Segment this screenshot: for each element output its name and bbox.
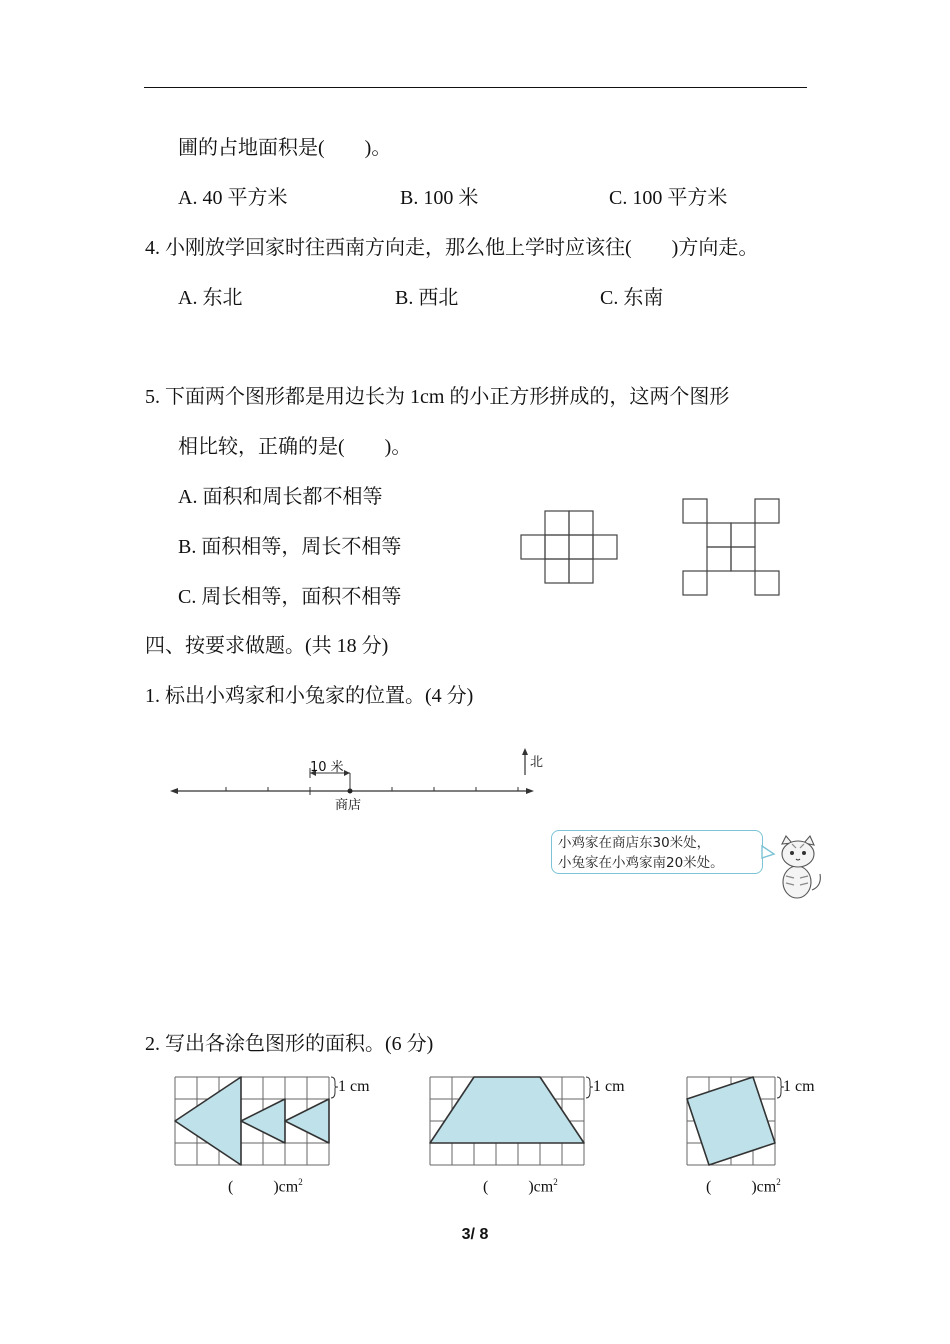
q5-question-line2: 相比较，正确的是( )。: [178, 436, 412, 458]
number-line-map: [168, 745, 558, 815]
q5-option-a: A. 面积和周长都不相等: [178, 486, 383, 508]
shop-label: 商店: [335, 798, 362, 813]
header-rule: [144, 87, 807, 88]
triangle-large: [175, 1077, 241, 1165]
unit-label-c: 1 cm: [783, 1078, 815, 1095]
q3-question-tail: 圃的占地面积是( )。: [178, 137, 392, 159]
trapezoid: [430, 1077, 584, 1143]
q4-option-a: A. 东北: [178, 287, 243, 309]
north-label: 北: [530, 755, 544, 770]
tilted-square: [687, 1077, 775, 1165]
answer-blank-a: ( )$cm^2$: [228, 1177, 303, 1196]
p1-question: 1. 标出小鸡家和小兔家的位置。(4 分): [145, 685, 474, 707]
grid-figure-triangles: [174, 1076, 334, 1168]
q5-option-c: C. 周长相等，面积不相等: [178, 586, 402, 608]
q5-figure-x-shape: [682, 498, 780, 596]
answer-blank-c: ( )$cm^2$: [706, 1177, 781, 1196]
q3-option-a: A. 40 平方米: [178, 187, 288, 209]
answer-blank-b: ( )$cm^2$: [483, 1177, 558, 1196]
q5-figure-cross: [520, 510, 620, 585]
q3-option-b: B. 100 米: [400, 187, 479, 209]
q4-option-b: B. 西北: [395, 287, 459, 309]
p2-question: 2. 写出各涂色图形的面积。(6 分): [145, 1033, 434, 1055]
section4-title: 四、按要求做题。(共 18 分): [145, 635, 389, 657]
hint-line-2: 小兔家在小鸡家南20米处。: [558, 855, 724, 871]
q3-option-c: C. 100 平方米: [609, 187, 728, 209]
cat-illustration: [772, 836, 824, 902]
hint-line-1: 小鸡家在商店东30米处，: [558, 835, 711, 851]
q4-option-c: C. 东南: [600, 287, 664, 309]
page-number: 3/ 8: [461, 1226, 489, 1243]
q5-option-b: B. 面积相等，周长不相等: [178, 536, 402, 558]
unit-label-b: 1 cm: [593, 1078, 625, 1095]
grid-figure-trapezoid: [429, 1076, 589, 1168]
scale-label: 10 米: [310, 760, 344, 775]
q5-question-line1: 5. 下面两个图形都是用边长为 1cm 的小正方形拼成的，这两个图形: [145, 386, 730, 408]
unit-label-a: 1 cm: [338, 1078, 370, 1095]
grid-figure-tilted-square: [686, 1076, 781, 1168]
q4-question: 4. 小刚放学回家时往西南方向走，那么他上学时应该往( )方向走。: [145, 237, 759, 259]
hint-bubble: [551, 830, 763, 874]
